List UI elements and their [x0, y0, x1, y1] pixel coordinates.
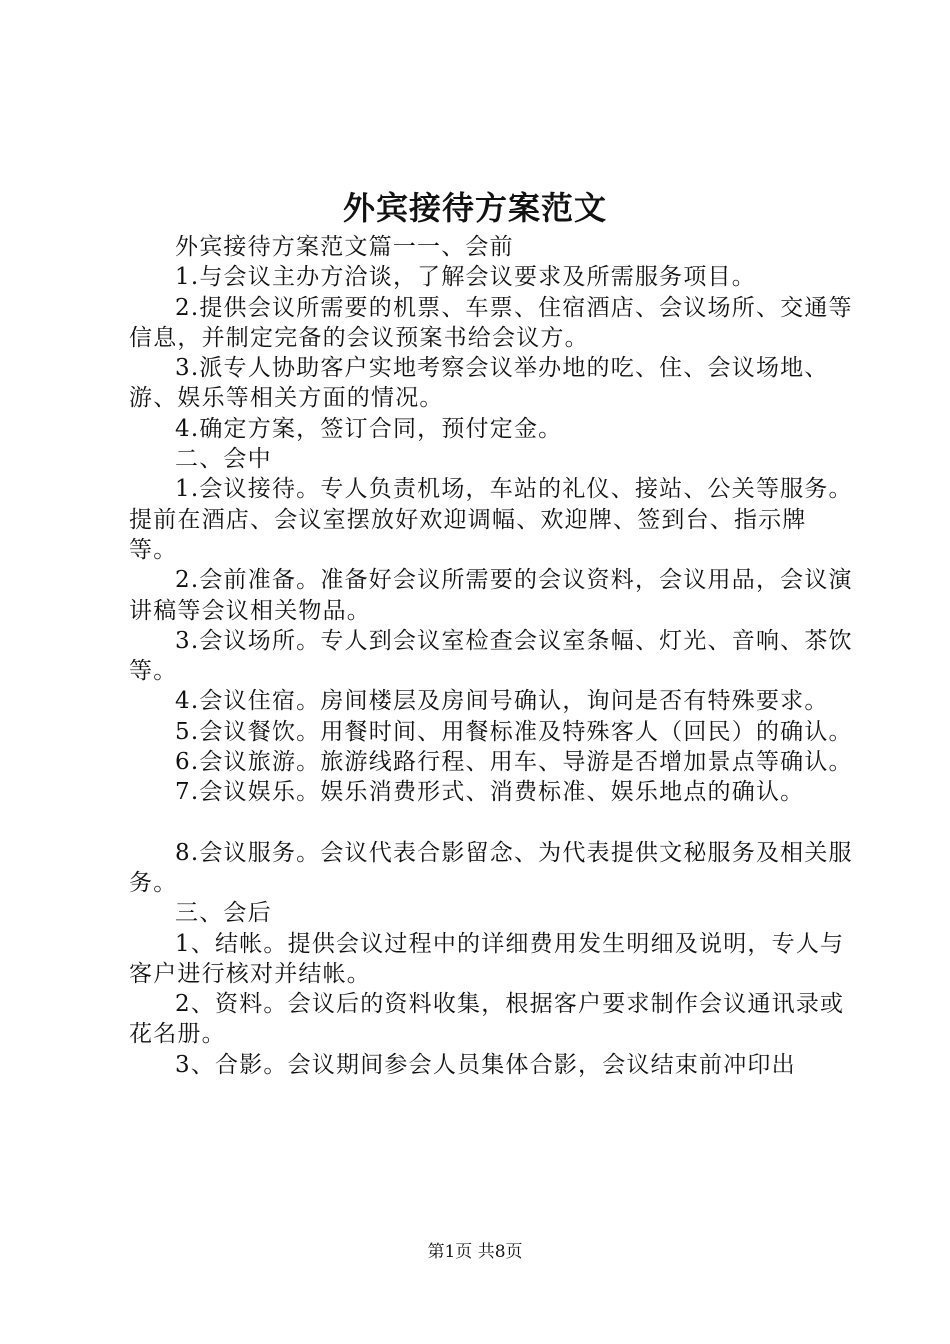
paragraph-during-8: 8.会议服务。会议代表合影留念、为代表提供文秘服务及相关服务。: [129, 839, 853, 896]
section-heading-during: 二、会中: [175, 446, 272, 473]
paragraph-before-1: 1.与会议主办方洽谈，了解会议要求及所需服务项目。: [175, 264, 756, 291]
page-number-footer: 第1页 共8页: [427, 1242, 523, 1262]
paragraph-during-6: 6.会议旅游。旅游线路行程、用车、导游是否增加景点等确认。: [175, 749, 853, 776]
paragraph-after-2: 2、资料。会议后的资料收集，根据客户要求制作会议通讯录或花名册。: [129, 991, 845, 1048]
document-title: 外宾接待方案范文: [342, 189, 607, 227]
paragraph-during-4: 4.会议住宿。房间楼层及房间号确认，询问是否有特殊要求。: [175, 688, 829, 715]
paragraph-before-3: 3.派专人协助客户实地考察会议举办地的吃、住、会议场地、游、娱乐等相关方面的情况。: [129, 355, 829, 412]
paragraph-during-1: 1.会议接待。专人负责机场，车站的礼仪、接站、公关等服务。提前在酒店、会议室摆放好欢迎调幅、欢迎牌、签到台、指示牌等。: [129, 476, 853, 563]
paragraph-after-3: 3、合影。会议期间参会人员集体合影，会议结束前冲印出: [175, 1051, 796, 1078]
paragraph-during-2: 2.会前准备。准备好会议所需要的会议资料，会议用品，会议演讲稿等会议相关物品。: [129, 567, 853, 624]
paragraph-before-2: 2.提供会议所需要的机票、车票、住宿酒店、会议场所、交通等信息，并制定完备的会议预案书给会议方。: [129, 294, 853, 351]
paragraph-during-7: 7.会议娱乐。娱乐消费形式、消费标准、娱乐地点的确认。: [175, 779, 805, 806]
paragraph-before-4: 4.确定方案，签订合同，预付定金。: [175, 415, 563, 442]
paragraph-intro: 外宾接待方案范文篇一一、会前: [175, 234, 514, 260]
paragraph-after-1: 1、结帐。提供会议过程中的详细费用发生明细及说明，专人与客户进行核对并结帐。: [129, 930, 845, 987]
paragraph-during-3: 3.会议场所。专人到会议室检查会议室条幅、灯光、音响、茶饮等。: [129, 627, 853, 685]
section-heading-after: 三、会后: [175, 900, 272, 927]
paragraph-during-5: 5.会议餐饮。用餐时间、用餐标准及特殊客人（回民）的确认。: [175, 718, 853, 745]
document-body: [129, 232, 854, 1080]
